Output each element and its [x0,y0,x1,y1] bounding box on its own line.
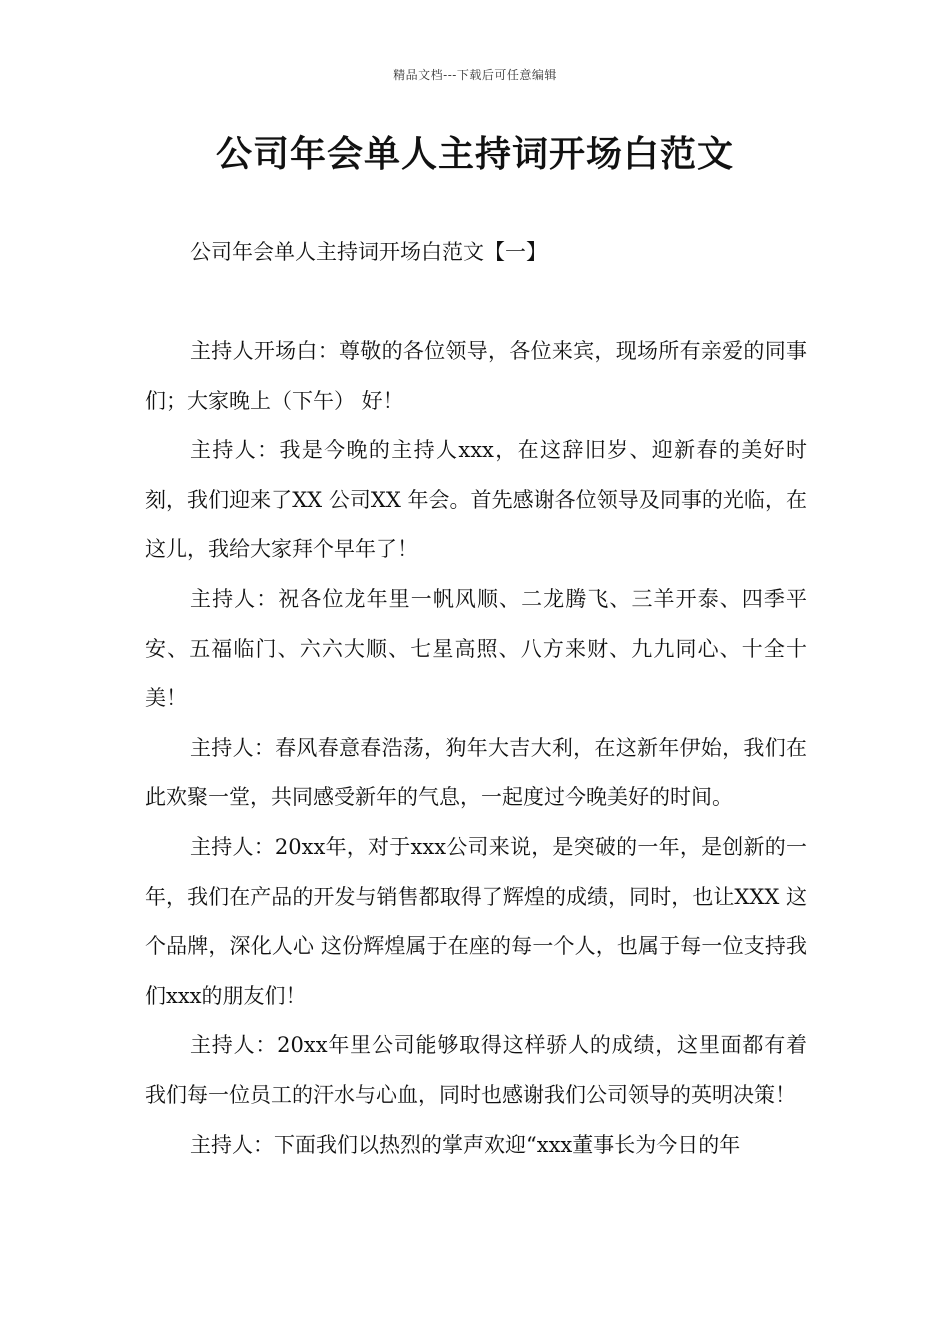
paragraph: 主持人：20xx年里公司能够取得这样骄人的成绩，这里面都有着我们每一位员工的汗水与心血，同时也感谢我们公司领导的英明决策！ [145,1033,807,1107]
document-title: 公司年会单人主持词开场白范文 [215,134,734,175]
paragraph: 主持人：20xx年，对于xxx公司来说，是突破的一年，是创新的一年，我们在产品的开发与销售都取得了辉煌的成绩，同时，也让XXX 这个品牌，深化人心 这份辉煌属于在座的每一个人，也属于每一位支持我们xxx的朋友们！ [145,834,807,1008]
paragraph: 主持人开场白：尊敬的各位领导，各位来宾，现场所有亲爱的同事们；大家晚上（下午） 好！ [145,339,807,413]
paragraph: 主持人：下面我们以热烈的掌声欢迎“xxx董事长为今日的年 [190,1132,741,1157]
document-body [145,327,807,1170]
paragraph: 主持人：我是今晚的主持人xxx，在这辞旧岁、迎新春的美好时刻，我们迎来了XX 公司XX 年会。首先感谢各位领导及同事的光临，在这儿，我给大家拜个早年了！ [145,438,807,562]
header-note: 精品文档---下载后可任意编辑 [393,68,557,82]
paragraph: 主持人：春风春意春浩荡，狗年大吉大利，在这新年伊始，我们在此欢聚一堂，共同感受新年的气息，一起度过今晚美好的时间。 [145,735,807,810]
paragraph: 主持人：祝各位龙年里一帆风顺、二龙腾飞、三羊开泰、四季平安、五福临门、六六大顺、七星高照、八方来财、九九同心、十全十美！ [145,586,807,711]
section-heading: 公司年会单人主持词开场白范文【一】 [190,240,547,264]
